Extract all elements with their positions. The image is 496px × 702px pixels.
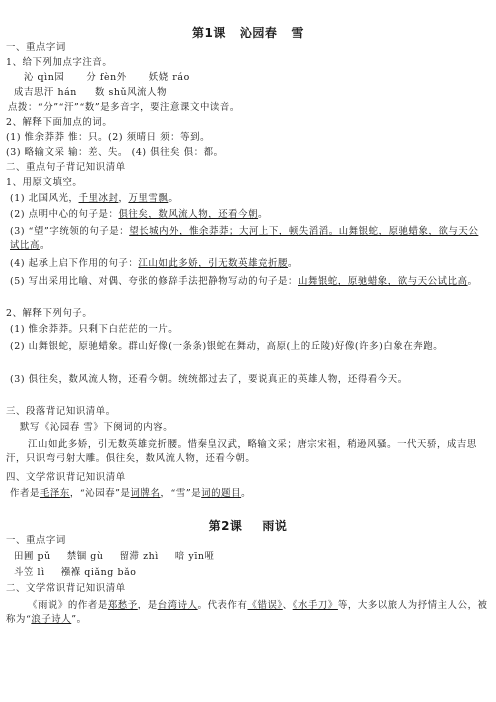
- pinyin-item: 成吉思汗 hán: [14, 87, 77, 98]
- section-heading: 三、段落背记知识清单。: [6, 406, 116, 417]
- note-answer: 郑愁予: [107, 600, 138, 611]
- fill-answer: 千里冰封: [78, 193, 119, 204]
- literature-note: [10, 488, 490, 500]
- note-text: 、: [282, 600, 293, 611]
- literature-note: [6, 599, 488, 627]
- pinyin-item: 喑 yīn哑: [174, 551, 215, 562]
- question: 1、用原文填空。: [6, 177, 83, 188]
- pinyin-row: [14, 567, 490, 579]
- fill-end: 。: [288, 258, 299, 269]
- explanation: (3) 俱往矣，数风流人物，还看今朝。统统都过去了，要说真正的英雄人物，还得看今天。: [10, 374, 408, 385]
- note-text: 。: [241, 488, 252, 499]
- pinyin-item: 分 fèn外: [86, 72, 127, 83]
- note-text: 作者是: [10, 488, 40, 499]
- note-text: ，是: [137, 600, 158, 611]
- question: 2、解释下面加点的词。: [6, 117, 113, 128]
- dictation-prompt: 默写《沁园春 雪》下阕词的内容。: [20, 422, 174, 433]
- fill-answer: 山舞银蛇，原驰蜡象，欲与天公试比高: [298, 276, 468, 287]
- poem-text: 江山如此多娇，引无数英雄竞折腰。惜秦皇汉武，略输文采；唐宗宋祖，稍逊风骚。一代天骄，成吉思汗，只识弯弓射大雕。俱往矣，数风流人物，还看今朝。: [6, 439, 477, 464]
- pinyin-item: 沁 qìn园: [24, 72, 65, 83]
- fill-end: 。: [467, 276, 478, 287]
- fill-item: [10, 275, 488, 289]
- fill-answer: 万里雪飘: [128, 193, 169, 204]
- pinyin-item: 妖娆 ráo: [148, 72, 190, 83]
- fill-prefix: (1) 北国风光，: [10, 193, 79, 204]
- lesson1-number: 第1课: [192, 26, 226, 40]
- pinyin-row: [24, 72, 490, 84]
- fill-end: 。: [168, 193, 179, 204]
- definition-row: (3) 略输文采 输：差、失。 (4) 俱往矣 俱：都。: [6, 147, 224, 158]
- note-text: ，“雪”是: [160, 488, 202, 499]
- lesson1-name-sub: 雪: [291, 26, 304, 40]
- lesson1-name: 沁园春: [239, 26, 278, 40]
- lesson2-number: 第2课: [208, 519, 243, 533]
- fill-item: [10, 225, 488, 253]
- note-answer: 词的题目: [201, 488, 242, 499]
- note-text: ，“沁园春”是: [69, 488, 131, 499]
- note-answer: 《错误》: [247, 600, 283, 611]
- explanation: (2) 山舞银蛇，原驰蜡象。群山好像(一条条)银蛇在舞动，高原(上的丘陵)好像(许多)白象在奔跑。: [10, 341, 444, 352]
- fill-prefix: (3) “望”字统领的句子是：: [10, 226, 130, 237]
- note-answer: 台湾诗人: [157, 600, 198, 611]
- fill-prefix: (4) 起承上启下作用的句子：: [10, 258, 139, 269]
- section-heading: 一、重点字词: [6, 42, 66, 53]
- note-text: 等，大多以旅人为抒情主人公，被称为“: [6, 600, 488, 625]
- note-text: 。代表作有: [197, 600, 248, 611]
- fill-end: 。: [258, 209, 269, 220]
- fill-item: [10, 209, 490, 221]
- note-answer: 《水手刀》: [292, 600, 338, 611]
- lesson1-title: [0, 24, 496, 41]
- pinyin-item: 斗笠 lì: [14, 567, 45, 578]
- pinyin-row: [14, 87, 490, 99]
- section-heading: 四、文学常识背记知识清单: [6, 472, 126, 483]
- lesson2-title: [0, 517, 496, 534]
- fill-answer: 江山如此多娇，引无数英雄竞折腰: [138, 258, 289, 269]
- note-text: 《雨说》的作者是: [28, 600, 108, 611]
- section-heading: 二、文学常识背记知识清单: [6, 583, 126, 594]
- fill-answer: 望长城内外，惟余莽莽；大河上下，顿失滔滔。山舞银蛇，原驰蜡象，欲与天公试比高: [10, 226, 479, 251]
- note-text: ”。: [71, 614, 87, 625]
- pinyin-row: [14, 551, 490, 563]
- pinyin-item: 田圃 pǔ: [14, 551, 51, 562]
- lesson2-name: 雨说: [262, 519, 288, 533]
- section-heading: 二、重点句子背记知识清单: [6, 162, 126, 173]
- fill-item: [10, 193, 490, 205]
- question: 1、给下列加点字注音。: [6, 57, 113, 68]
- note-answer: 词牌名: [130, 488, 161, 499]
- fill-end: 。: [39, 240, 50, 251]
- pinyin-item: 留滞 zhì: [119, 551, 159, 562]
- fill-item: [10, 258, 490, 270]
- pinyin-item: 襁褓 qiǎng bǎo: [60, 567, 137, 578]
- fill-prefix: (2) 点明中心的句子是：: [10, 209, 119, 220]
- note-answer: 浪子诗人: [31, 614, 72, 625]
- question: 2、解释下列句子。: [6, 308, 93, 319]
- explanation: (1) 惟余莽莽。只剩下白茫茫的一片。: [10, 324, 179, 335]
- section-heading: 一、重点字词: [6, 535, 66, 546]
- pinyin-item: 禁锢 gù: [66, 551, 104, 562]
- pinyin-item: 数 shǔ风流人物: [94, 87, 168, 98]
- fill-prefix: (5) 写出采用比喻、对偶、夸张的修辞手法把静物写动的句子是：: [10, 276, 298, 287]
- fill-sep: ，: [118, 193, 129, 204]
- note-answer: 毛泽东: [39, 488, 70, 499]
- fill-answer: 俱往矣，数风流人物，还看今朝: [118, 209, 259, 220]
- tip-text: 点拨：“分”“汗”“数”是多音字，要注意课文中读音。: [8, 102, 240, 113]
- definition-row: (1) 惟余莽莽 惟：只。(2) 须晴日 须：等到。: [6, 132, 211, 143]
